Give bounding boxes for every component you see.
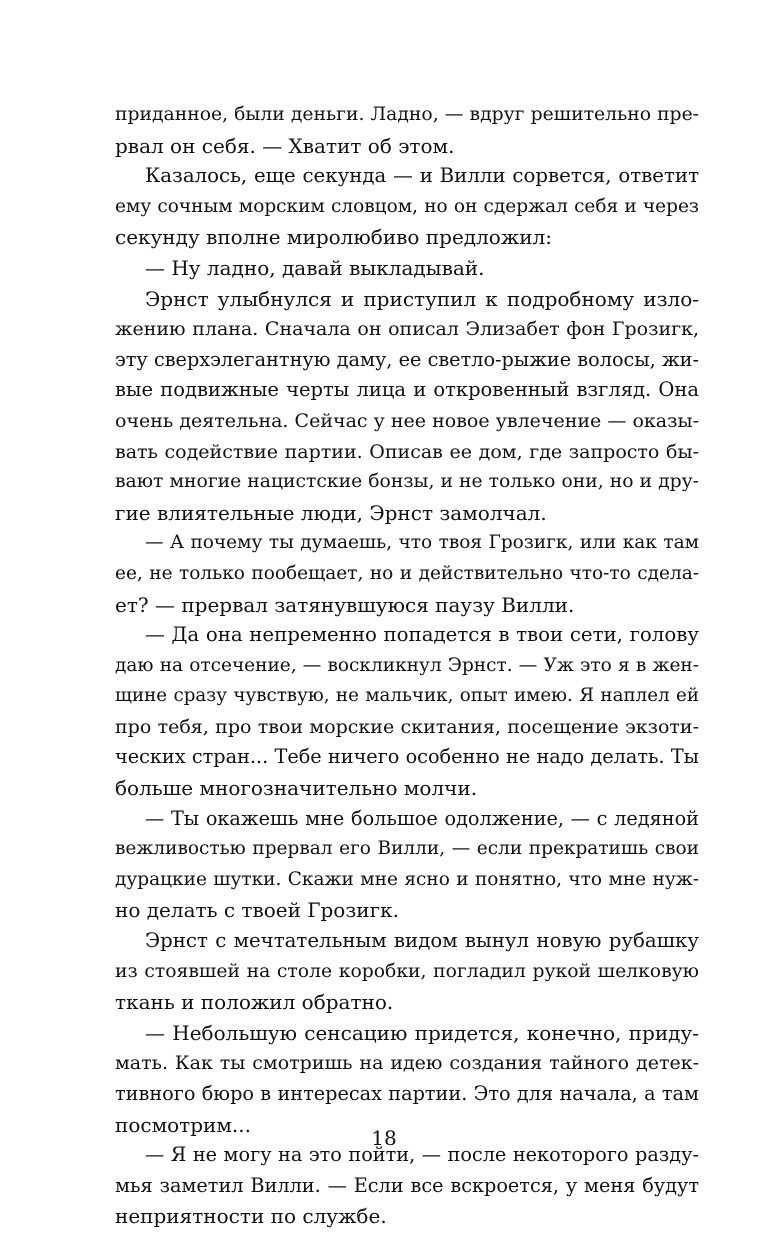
text-line: — Ты окажешь мне большое одолжение, — с ледяной xyxy=(145,806,699,830)
text-line: неприятности по службе. xyxy=(115,1204,387,1229)
text-line: Эрнст улыбнулся и приступил к подробному изло- xyxy=(145,286,699,311)
text-line: Эрнст с мечтательным видом вынул новую рубашку xyxy=(145,929,699,953)
page-number: 18 xyxy=(371,1126,397,1150)
text-line: — Да она непременно попадется в твои сети, голову xyxy=(145,623,699,647)
text-line: вают многие нацистские бонзы, и не только они, но и дру- xyxy=(115,471,699,493)
text-line: ткань и положил обратно. xyxy=(115,990,394,1015)
text-line: — Ну ладно, давай выкладывай. xyxy=(145,255,485,280)
text-line: рвал он себя. — Хватит об этом. xyxy=(115,133,455,158)
text-line: ее, не только пообещает, но и действительно что-то сдела- xyxy=(115,562,699,584)
text-line: про тебя, про твои морские скитания, посещение экзоти- xyxy=(115,715,699,738)
text-line: — Я не могу на это пойти, — после некоторого разду- xyxy=(145,1143,699,1167)
text-line: вать содействие партии. Описав ее дом, где запросто бы- xyxy=(115,440,699,463)
text-line: жению плана. Сначала он описал Элизабет фон Грозигк, xyxy=(115,318,699,341)
text-line: ет? — прервал затянувшуюся паузу Вилли. xyxy=(115,592,575,617)
text-line: вые подвижные черты лица и откровенный взгляд. Она xyxy=(115,378,699,402)
text-line: посмотрим... xyxy=(115,1112,251,1137)
body-text xyxy=(115,100,699,1232)
text-line: но делать с твоей Грозигк. xyxy=(115,898,399,923)
text-line: мать. Как ты смотришь на идею создания тайного детек- xyxy=(115,1052,699,1075)
text-line: ческих стран... Тебе ничего особенно не надо делать. Ты xyxy=(115,745,699,769)
text-line: больше многозначительно молчи. xyxy=(115,776,478,801)
text-line: из стоявшей на столе коробки, погладил рукой шелковую xyxy=(115,960,699,982)
text-line: приданное, были деньги. Ладно, — вдруг решительно пре- xyxy=(115,104,699,125)
text-line: секунду вполне миролюбиво предложил: xyxy=(115,225,553,250)
text-line: щине сразу чувствую, не мальчик, опыт имею. Я наплел ей xyxy=(115,685,699,707)
text-line: — А почему ты думаешь, что твоя Грозигк, или как там xyxy=(145,532,699,554)
text-line: вежливостью прервал его Вилли, — если прекратишь свои xyxy=(115,838,699,860)
text-line: даю на отсечение, — воскликнул Эрнст. — Уж это я в жен- xyxy=(115,654,699,676)
text-line: очень деятельна. Сейчас у нее новое увлечение — оказы- xyxy=(115,409,699,432)
text-line: — Небольшую сенсацию придется, конечно, приду- xyxy=(145,1020,699,1045)
text-line: мья заметил Вилли. — Если все вскроется, у меня будут xyxy=(115,1173,699,1197)
text-line: Казалось, еще секунда — и Вилли сорвется, ответит xyxy=(145,164,699,188)
text-line: эту сверхэлегантную даму, ее светло-рыжие волосы, жи- xyxy=(115,347,699,371)
text-line: гие влиятельные люди, Эрнст замолчал. xyxy=(115,500,547,525)
text-line: ему сочным морским словцом, но он сдержал себя и через xyxy=(115,195,699,217)
text-line: дурацкие шутки. Скажи мне ясно и понятно, что мне нуж- xyxy=(115,868,699,890)
text-line: тивного бюро в интересах партии. Это для начала, а там xyxy=(115,1082,699,1105)
